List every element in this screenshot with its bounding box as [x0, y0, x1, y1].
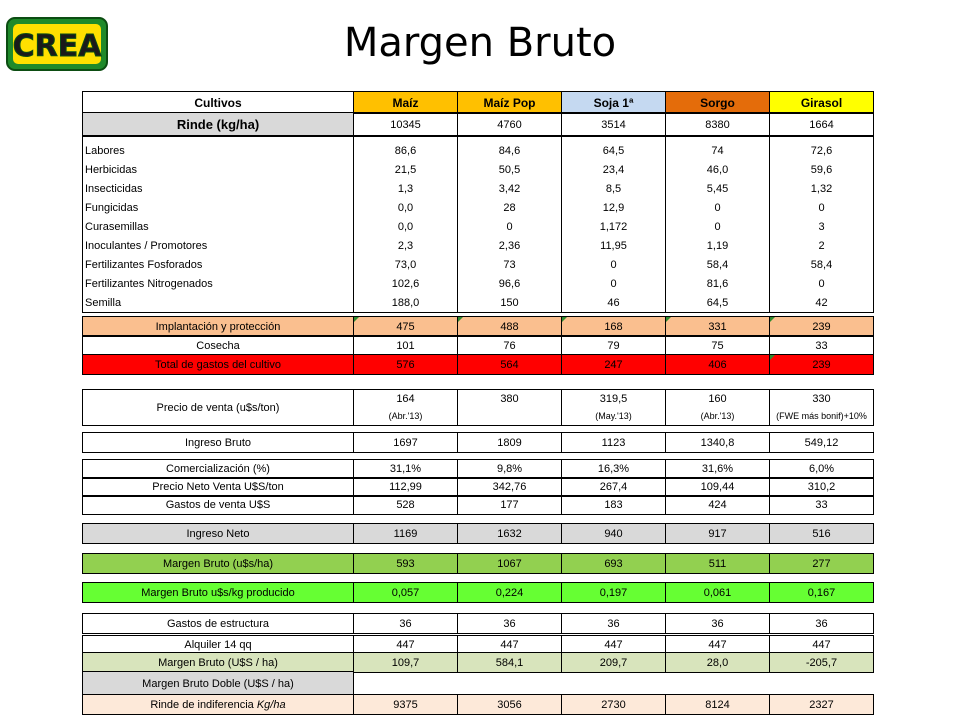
ingreso-bruto-value: 1123 [561, 432, 666, 453]
ingreso-neto-value: 1632 [457, 523, 562, 544]
cost-value: 0 [610, 258, 617, 271]
precio-value: 160 [708, 392, 727, 405]
cost-label: Curasemillas [85, 221, 149, 233]
rinde-value: 4760 [457, 112, 562, 137]
margen-kg-row [82, 583, 874, 603]
precio-value: 164 [396, 392, 415, 405]
rinde-label: Rinde (kg/ha) [82, 112, 354, 137]
rinde-indif-row [82, 695, 874, 715]
implantacion-row [82, 317, 874, 337]
comercializacion-value: 16,3% [561, 459, 666, 479]
precio-note: (FWE más bonif)+10% [776, 411, 867, 422]
margen-doble-row [82, 672, 354, 696]
margen-kg-value: 0,224 [457, 582, 562, 603]
margen-kg-value: 0,197 [561, 582, 666, 603]
ingreso-bruto-row [82, 433, 874, 453]
cost-value: 46 [607, 296, 620, 309]
precio-row [82, 390, 874, 426]
precio-value: 330 [812, 392, 831, 405]
total-value: 239 [769, 354, 874, 375]
precio-neto-label: Precio Neto Venta U$S/ton [82, 477, 354, 497]
precio-cell [457, 389, 562, 426]
crop-soja: Soja 1ª [561, 91, 666, 114]
comercializacion-value: 31,6% [665, 459, 770, 479]
margen-bruto-label: Margen Bruto (u$s/ha) [82, 553, 354, 574]
cost-value: 72,6 [810, 145, 833, 158]
comercializacion-value: 31,1% [353, 459, 458, 479]
cost-value: 0,0 [397, 221, 414, 233]
gastos-venta-label: Gastos de venta U$S [82, 495, 354, 515]
crop-sorgo: Sorgo [665, 91, 770, 114]
total-label: Total de gastos del cultivo [82, 354, 354, 375]
cost-value: 73 [503, 258, 516, 271]
ingreso-neto-label: Ingreso Neto [82, 523, 354, 544]
margen-kg-label: Margen Bruto u$s/kg producido [82, 582, 354, 603]
costs-col-maiz [353, 135, 458, 313]
margen-bruto-value: 511 [665, 553, 770, 574]
ingreso-neto-value: 516 [769, 523, 874, 544]
cost-value: 0,0 [397, 202, 414, 215]
cost-value: 188,0 [391, 296, 420, 309]
comercializacion-label: Comercialización (%) [82, 459, 354, 479]
total-value: 406 [665, 354, 770, 375]
costs-col-sorgo [665, 135, 770, 313]
ingreso-bruto-value: 1340,8 [665, 432, 770, 453]
estructura-value: 36 [353, 613, 458, 634]
cost-value: 46,0 [706, 164, 729, 177]
gastos-venta-value: 528 [353, 495, 458, 515]
cost-value: 5,45 [706, 183, 729, 196]
cost-value: 0 [610, 277, 617, 290]
total-value: 247 [561, 354, 666, 375]
cost-label: Insecticidas [85, 183, 143, 196]
rinde-row [82, 113, 874, 137]
precio-neto-value: 342,76 [457, 477, 562, 497]
costs-block [82, 136, 874, 313]
margen-bruto-value: 1067 [457, 553, 562, 574]
cost-value: 0 [818, 202, 825, 215]
cost-label: Herbicidas [85, 164, 137, 177]
cosecha-row [82, 336, 874, 356]
implantacion-value: 331 [665, 316, 770, 337]
rinde-indif-value: 2730 [561, 694, 666, 715]
cosecha-label: Cosecha [82, 335, 354, 356]
estructura-label: Gastos de estructura [82, 613, 354, 634]
cost-value: 1,19 [706, 239, 729, 252]
rinde-value: 3514 [561, 112, 666, 137]
gastos-venta-value: 424 [665, 495, 770, 515]
rinde-indif-label: Rinde de indiferencia [150, 698, 254, 711]
cost-value: 73,0 [394, 258, 417, 271]
crop-girasol: Girasol [769, 91, 874, 114]
gastos-venta-row [82, 496, 874, 515]
estructura-value: 36 [457, 613, 562, 634]
cost-label: Fungicidas [85, 202, 139, 215]
cost-label: Semilla [85, 296, 122, 309]
margen-ha-row [82, 653, 874, 673]
estructura-value: 36 [561, 613, 666, 634]
alquiler-value: 447 [353, 635, 458, 654]
total-value: 564 [457, 354, 562, 375]
cost-value: 0 [714, 221, 721, 233]
comercializacion-value: 6,0% [769, 459, 874, 479]
costs-labels [82, 135, 354, 313]
alquiler-label: Alquiler 14 qq [82, 635, 354, 654]
cost-value: 3,42 [498, 183, 521, 196]
cost-label: Fertilizantes Nitrogenados [85, 277, 213, 290]
precio-neto-value: 109,44 [665, 477, 770, 497]
cosecha-value: 75 [665, 335, 770, 356]
precio-cell [353, 389, 458, 426]
cost-value: 102,6 [391, 277, 420, 290]
margen-kg-value: 0,061 [665, 582, 770, 603]
ingreso-bruto-value: 549,12 [769, 432, 874, 453]
rinde-indif-value: 3056 [457, 694, 562, 715]
precio-note: (May.'13) [595, 411, 632, 422]
ingreso-neto-value: 917 [665, 523, 770, 544]
cost-value: 42 [815, 296, 828, 309]
costs-col-soja [561, 135, 666, 313]
total-row [82, 355, 874, 375]
alquiler-value: 447 [457, 635, 562, 654]
margen-ha-value: 584,1 [457, 652, 562, 673]
precio-value: 319,5 [599, 392, 628, 405]
cost-value: 8,5 [605, 183, 622, 196]
estructura-row [82, 614, 874, 634]
margen-doble-label: Margen Bruto Doble (U$S / ha) [82, 671, 354, 696]
ingreso-bruto-value: 1697 [353, 432, 458, 453]
margen-bruto-value: 277 [769, 553, 874, 574]
implantacion-value: 475 [353, 316, 458, 337]
comercializacion-value: 9,8% [457, 459, 562, 479]
margen-kg-value: 0,057 [353, 582, 458, 603]
cosecha-value: 79 [561, 335, 666, 356]
cosecha-value: 33 [769, 335, 874, 356]
header-label: Cultivos [82, 91, 354, 114]
margen-ha-value: 109,7 [353, 652, 458, 673]
cost-value: 21,5 [394, 164, 417, 177]
ingreso-neto-value: 940 [561, 523, 666, 544]
cost-value: 2,3 [397, 239, 414, 252]
crop-maiz: Maíz [353, 91, 458, 114]
precio-neto-value: 310,2 [769, 477, 874, 497]
margen-ha-label: Margen Bruto (U$S / ha) [82, 652, 354, 673]
crop-maiz-pop: Maíz Pop [457, 91, 562, 114]
cost-label: Labores [85, 145, 125, 158]
rinde-value: 1664 [769, 112, 874, 137]
implantacion-value: 488 [457, 316, 562, 337]
precio-cell [561, 389, 666, 426]
cost-value: 74 [711, 145, 724, 158]
cost-value: 1,172 [599, 221, 628, 233]
precio-note: (Abr.'13) [388, 411, 423, 422]
precio-value: 380 [500, 392, 519, 405]
cost-value: 3 [818, 221, 825, 233]
alquiler-value: 447 [561, 635, 666, 654]
gastos-venta-value: 177 [457, 495, 562, 515]
rinde-indif-label-cell [82, 694, 354, 715]
rinde-indif-unit: Kg/ha [256, 698, 286, 711]
header-row [82, 92, 874, 114]
cost-value: 12,9 [602, 202, 625, 215]
cost-value: 2,36 [498, 239, 521, 252]
cost-value: 64,5 [602, 145, 625, 158]
precio-neto-value: 267,4 [561, 477, 666, 497]
rinde-indif-value: 2327 [769, 694, 874, 715]
precio-label: Precio de venta (u$s/ton) [82, 389, 354, 426]
ingreso-bruto-value: 1809 [457, 432, 562, 453]
cost-value: 1,32 [810, 183, 833, 196]
margen-bruto-row [82, 554, 874, 574]
cost-value: 1,3 [397, 183, 414, 196]
ingreso-neto-row [82, 524, 874, 544]
rinde-value: 10345 [353, 112, 458, 137]
implantacion-label: Implantación y protección [82, 316, 354, 337]
cost-value: 81,6 [706, 277, 729, 290]
ingreso-bruto-label: Ingreso Bruto [82, 432, 354, 453]
alquiler-value: 447 [769, 635, 874, 654]
ingreso-neto-value: 1169 [353, 523, 458, 544]
cost-value: 23,4 [602, 164, 625, 177]
costs-col-maiz-pop [457, 135, 562, 313]
rinde-indif-value: 8124 [665, 694, 770, 715]
total-value: 576 [353, 354, 458, 375]
cosecha-value: 76 [457, 335, 562, 356]
margen-kg-value: 0,167 [769, 582, 874, 603]
estructura-value: 36 [665, 613, 770, 634]
precio-neto-value: 112,99 [353, 477, 458, 497]
margen-bruto-value: 593 [353, 553, 458, 574]
cost-value: 84,6 [498, 145, 521, 158]
margen-ha-value: 209,7 [561, 652, 666, 673]
logo-text: CREA [12, 29, 102, 64]
margen-bruto-value: 693 [561, 553, 666, 574]
implantacion-value: 168 [561, 316, 666, 337]
precio-note: (Abr.'13) [700, 411, 735, 422]
cosecha-value: 101 [353, 335, 458, 356]
cost-value: 96,6 [498, 277, 521, 290]
cost-label: Fertilizantes Fosforados [85, 258, 203, 271]
cost-value: 50,5 [498, 164, 521, 177]
cost-value: 11,95 [600, 239, 627, 252]
precio-cell [665, 389, 770, 426]
gastos-venta-value: 183 [561, 495, 666, 515]
rinde-value: 8380 [665, 112, 770, 137]
estructura-value: 36 [769, 613, 874, 634]
cost-value: 150 [500, 296, 519, 309]
cost-value: 0 [506, 221, 513, 233]
rinde-indif-value: 9375 [353, 694, 458, 715]
cost-label: Inoculantes / Promotores [85, 239, 208, 252]
page-title: Margen Bruto [343, 20, 617, 66]
cost-value: 58,4 [810, 258, 833, 271]
margen-ha-value: -205,7 [769, 652, 874, 673]
margen-ha-value: 28,0 [665, 652, 770, 673]
cost-value: 86,6 [394, 145, 417, 158]
costs-col-girasol [769, 135, 874, 313]
precio-cell [769, 389, 874, 426]
implantacion-value: 239 [769, 316, 874, 337]
alquiler-value: 447 [665, 635, 770, 654]
cost-value: 0 [714, 202, 721, 215]
gastos-venta-value: 33 [769, 495, 874, 515]
cost-value: 64,5 [706, 296, 729, 309]
cost-value: 2 [818, 239, 825, 252]
cost-value: 58,4 [706, 258, 729, 271]
cost-value: 28 [503, 202, 516, 215]
cost-value: 59,6 [810, 164, 833, 177]
cost-value: 0 [818, 277, 825, 290]
